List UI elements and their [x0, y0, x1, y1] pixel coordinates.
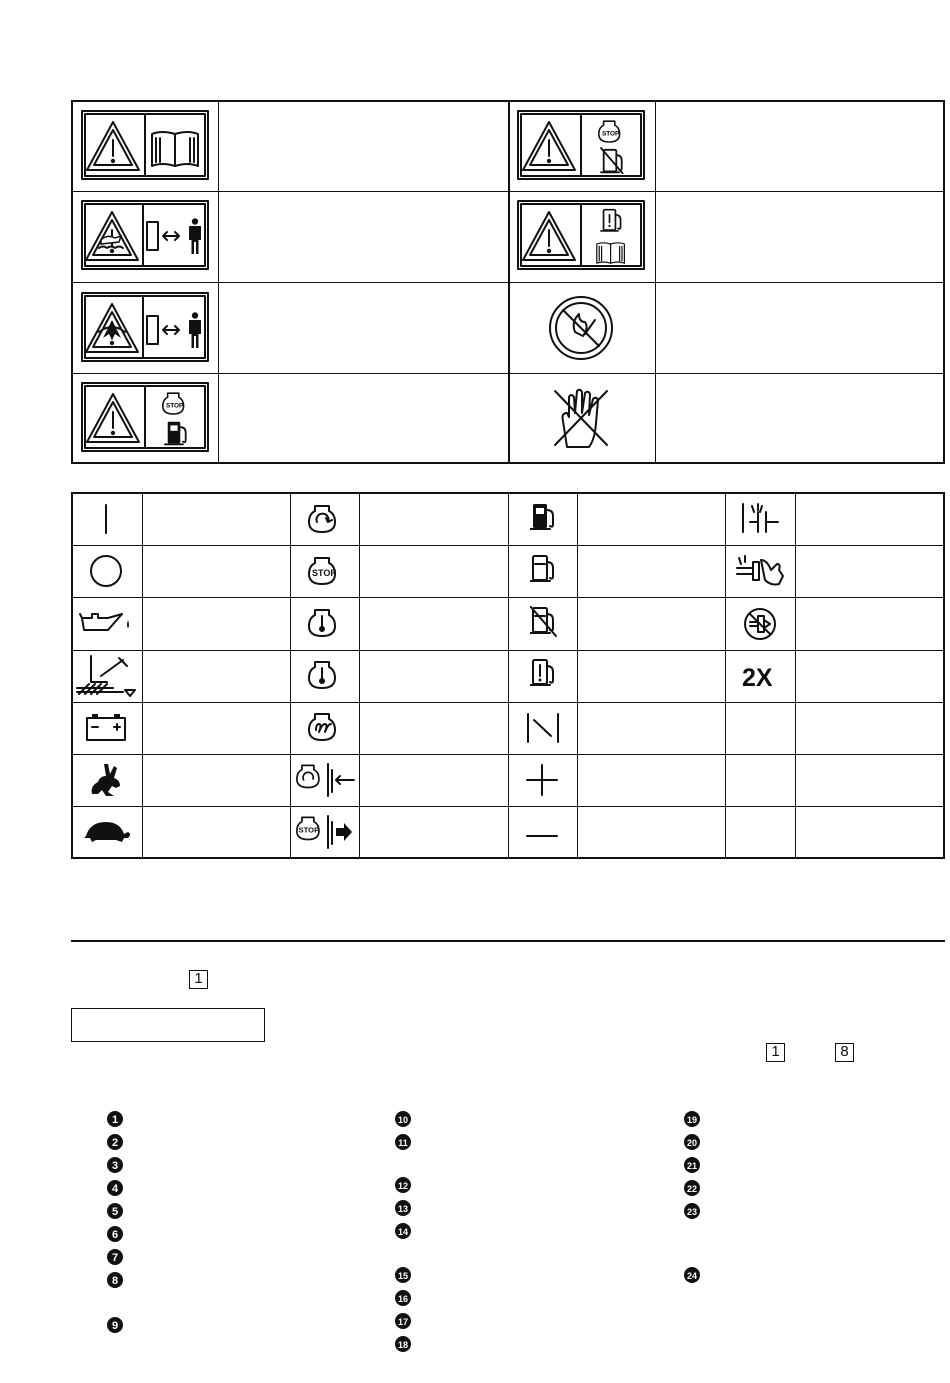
list-item-number: 13 — [397, 1204, 409, 1214]
list-col2 — [395, 1111, 411, 1352]
list-item-number: 8 — [111, 1275, 119, 1287]
list-item-number: 3 — [111, 1160, 119, 1172]
list-item-number: 23 — [686, 1207, 698, 1217]
label-warning-fuel-read-manual — [517, 200, 645, 270]
twice-label-text: 2X — [742, 664, 773, 692]
fuel-pump-filled-icon — [530, 502, 560, 534]
label-warning-stop-no-refuel — [517, 110, 645, 180]
list-item-number: 4 — [111, 1183, 119, 1195]
section-divider — [71, 940, 945, 942]
figure-ref-box: 1 — [189, 970, 208, 989]
no-hearing-icon — [742, 606, 778, 642]
svg-text:STOP: STOP — [312, 568, 337, 578]
list-item-number: 11 — [398, 1138, 408, 1148]
fuel-pump-outline-icon — [530, 554, 560, 586]
symbol-table — [71, 492, 945, 859]
list-item-number: 5 — [111, 1206, 119, 1218]
list-item-number: 19 — [686, 1115, 698, 1125]
turtle-slow-icon — [80, 818, 132, 846]
list-item-number: 7 — [111, 1252, 119, 1264]
label-warning-fan-entanglement-distance — [81, 292, 209, 362]
list-item-number: 2 — [111, 1137, 119, 1149]
list-item-number: 12 — [397, 1181, 409, 1191]
plus-icon — [524, 762, 560, 798]
list-item-number: 10 — [397, 1115, 409, 1125]
label-warning-hot-surface-distance — [81, 200, 209, 270]
twice-label — [742, 662, 782, 692]
engine-glow-plug-icon — [308, 710, 340, 744]
list-item-number: 16 — [397, 1294, 409, 1304]
oil-can-icon — [78, 606, 134, 642]
engine-temperature-icon — [308, 606, 340, 640]
svg-text:STOP: STOP — [166, 402, 184, 410]
no-fuel-pump-icon — [530, 606, 560, 638]
list-item-number: 21 — [686, 1161, 698, 1171]
fuel-warning-icon — [530, 658, 560, 690]
list-item-number: 9 — [111, 1320, 119, 1332]
list-item-number: 20 — [686, 1138, 698, 1148]
label-warning-read-manual — [81, 110, 209, 180]
list-item-number: 18 — [397, 1340, 409, 1350]
rabbit-fast-icon — [86, 760, 126, 800]
capacitor-battery-icon — [740, 502, 782, 534]
list-col1 — [107, 1111, 123, 1333]
off-icon — [88, 553, 124, 589]
list-item-number: 14 — [397, 1227, 409, 1237]
list-col3 — [684, 1111, 700, 1283]
ground-connection-icon — [73, 652, 139, 698]
on-icon — [88, 501, 124, 537]
svg-text:STOP: STOP — [298, 825, 320, 835]
range-to-box: 8 — [835, 1043, 854, 1062]
range-from-box: 1 — [766, 1043, 785, 1062]
list-item-number: 17 — [397, 1317, 409, 1327]
battery-icon — [84, 711, 128, 743]
engine-stop-arrow-icon — [296, 814, 356, 850]
no-open-flame-icon — [547, 294, 615, 362]
list-item-number: 6 — [111, 1229, 119, 1241]
thermometer-icon — [308, 658, 340, 692]
list-item-number: 15 — [397, 1271, 409, 1281]
engine-start-icon — [308, 502, 340, 536]
heading-box — [71, 1008, 265, 1042]
switch-icon — [525, 712, 561, 744]
list-item-number: 1 — [111, 1114, 119, 1126]
list-item-number: 22 — [686, 1184, 698, 1194]
list-item-number: 24 — [686, 1271, 698, 1281]
label-warning-stop-engine-refuel — [81, 382, 209, 452]
engine-stop-icon — [308, 554, 340, 588]
minus-icon — [524, 818, 560, 854]
svg-text:STOP: STOP — [602, 130, 620, 138]
no-touch-hand-icon — [545, 383, 617, 455]
terminal-hand-icon — [733, 554, 789, 588]
engine-start-arrow-icon — [296, 762, 356, 798]
numbered-list — [0, 1100, 950, 1360]
